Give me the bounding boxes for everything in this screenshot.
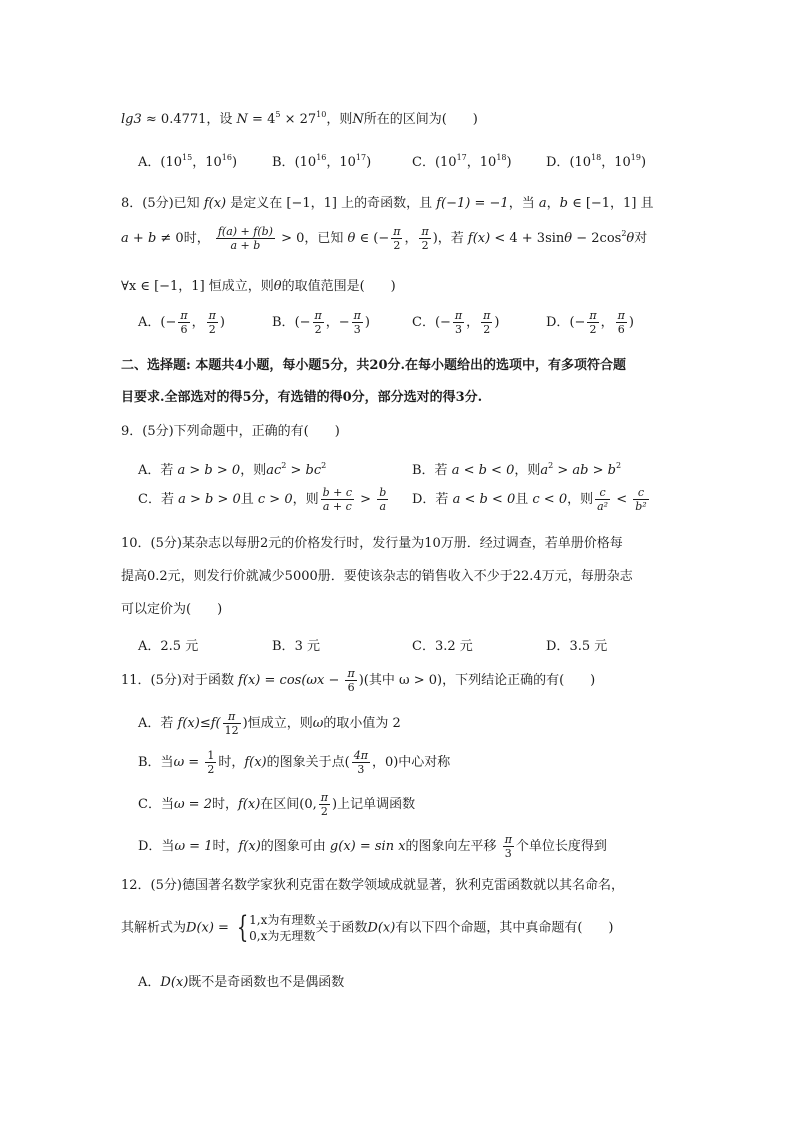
- section2-heading-line1: 二、选择题: 本题共4小题，每小题5分，共20分.在每小题给出的选项中，有多项符合题: [121, 358, 627, 373]
- q9-option-c: C．若 a > b > 0且 c > 0，则 $\frac{b + c}{a + c}$ > $\frac{b}{a}$: [138, 486, 387, 513]
- q10-option-c: C．3.2 元: [412, 639, 473, 654]
- q10-stem-line3: 可以定价为( ): [121, 602, 223, 617]
- q10-stem-line2: 提高0.2元，则发行价就减少5000册．要使该杂志的销售收入不少于22.4万元，每册杂志: [121, 569, 633, 584]
- q9-option-b: B．若 a < b < 0，则$a^2$ > ab > $b^2$: [412, 461, 622, 478]
- q9-option-d: D．若 a < b < 0且 c < 0，则 $\frac{c}{\text{a²}}$ < $\frac{c}{\text{b²}}$: [412, 486, 647, 513]
- cases-brace: {: [236, 910, 249, 945]
- q7-option-c: C．($10^{17}$，$10^{18}$): [412, 153, 512, 170]
- q12-stem-line2: 其解析式为D(x) = { 1,x为有理数 0,x为无理数 关于函数D(x)有以下四个命题，其中真命题有( ): [121, 910, 614, 945]
- q12-option-a: A．D(x)既不是奇函数也不是偶函数: [138, 975, 345, 990]
- section2-heading-line2: 目要求.全部选对的得5分，有选错的得0分，部分选对的得3分.: [121, 390, 483, 405]
- q8-stem-line1: 8．(5分)已知 f(x) 是定义在 [−1，1] 上的奇函数，且 f(−1) = −1，当 a，b ∈ [−1，1] 且: [121, 196, 654, 211]
- q10-option-d: D．3.5 元: [546, 639, 608, 654]
- q11-option-b: B．当ω = $\frac{1}{2}$ 时，f(x)的图象关于点( $\frac{4\pi}{3}$ ，0)中心对称: [138, 749, 451, 776]
- q11-option-d: D．当ω = 1时，f(x)的图象可由 g(x) = sin x的图象向左平移 $\frac{\pi}{3}$ 个单位长度得到: [138, 833, 607, 860]
- q10-option-b: B．3 元: [272, 639, 320, 654]
- q12-stem-line1: 12．(5分)德国著名数学家狄利克雷在数学领域成就显著，狄利克雷函数就以其名命名，: [121, 878, 624, 893]
- q8-option-c: C．(− $\frac{\pi}{3}$ ， $\frac{\pi}{2}$ ): [412, 309, 500, 336]
- q11-option-c: C．当ω = 2时，f(x)在区间(0, $\frac{\pi}{2}$ )上记单调函数: [138, 791, 416, 818]
- q10-option-a: A．2.5 元: [138, 639, 199, 654]
- q11-option-a: A．若 f(x)≤f( $\frac{\pi}{12}$ )恒成立，则ω的取小值为 2: [138, 710, 401, 737]
- q7-option-a: A．($10^{15}$，$10^{16}$): [138, 153, 238, 170]
- q7-option-d: D．($10^{18}$，$10^{19}$): [546, 153, 647, 170]
- q9-option-a: A．若 a > b > 0，则$ac^2 > bc^2$: [138, 461, 327, 478]
- q8-stem-line2: a + b ≠ 0时， $\frac{f(a) + f(b)}{a + b}$ > 0，已知 θ ∈ (− $\frac{\pi}{2}$ ， $\frac{\pi}{2}$ )，若 $f(x) < 4 + 3\sin\theta - 2\cos^2\theta$对: [121, 225, 648, 252]
- q10-stem-line1: 10．(5分)某杂志以每册2元的价格发行时，发行量为10万册．经过调查，若单册价格每: [121, 536, 623, 551]
- q8-fraction-condition: $\frac{f(a) + f(b)}{a + b}$: [217, 225, 273, 252]
- q9-stem: 9．(5分)下列命题中，正确的有( ): [121, 424, 340, 439]
- q8-option-a: A．(− $\frac{\pi}{6}$ ， $\frac{\pi}{2}$ ): [138, 309, 225, 336]
- piecewise-cases: 1,x为有理数 0,x为无理数: [249, 913, 316, 943]
- q7-stem: lg3 ≈ 0.4771，设 $N = 4^5 \times 27^{10}$，则N所在的区间为( ): [121, 110, 478, 127]
- q8-stem-line3: ∀x ∈ [−1，1] 恒成立，则θ的取值范围是( ): [121, 279, 396, 294]
- q11-stem: 11．(5分)对于函数 f(x) = cos(ωx − $\frac{\pi}{6}$ )(其中 ω > 0)，下列结论正确的有( ): [121, 667, 596, 694]
- q8-option-b: B．(− $\frac{\pi}{2}$ ，− $\frac{\pi}{3}$ ): [272, 309, 370, 336]
- q8-option-d: D．(− $\frac{\pi}{2}$ ， $\frac{\pi}{6}$ ): [546, 309, 634, 336]
- q7-option-b: B．($10^{16}$，$10^{17}$): [272, 153, 372, 170]
